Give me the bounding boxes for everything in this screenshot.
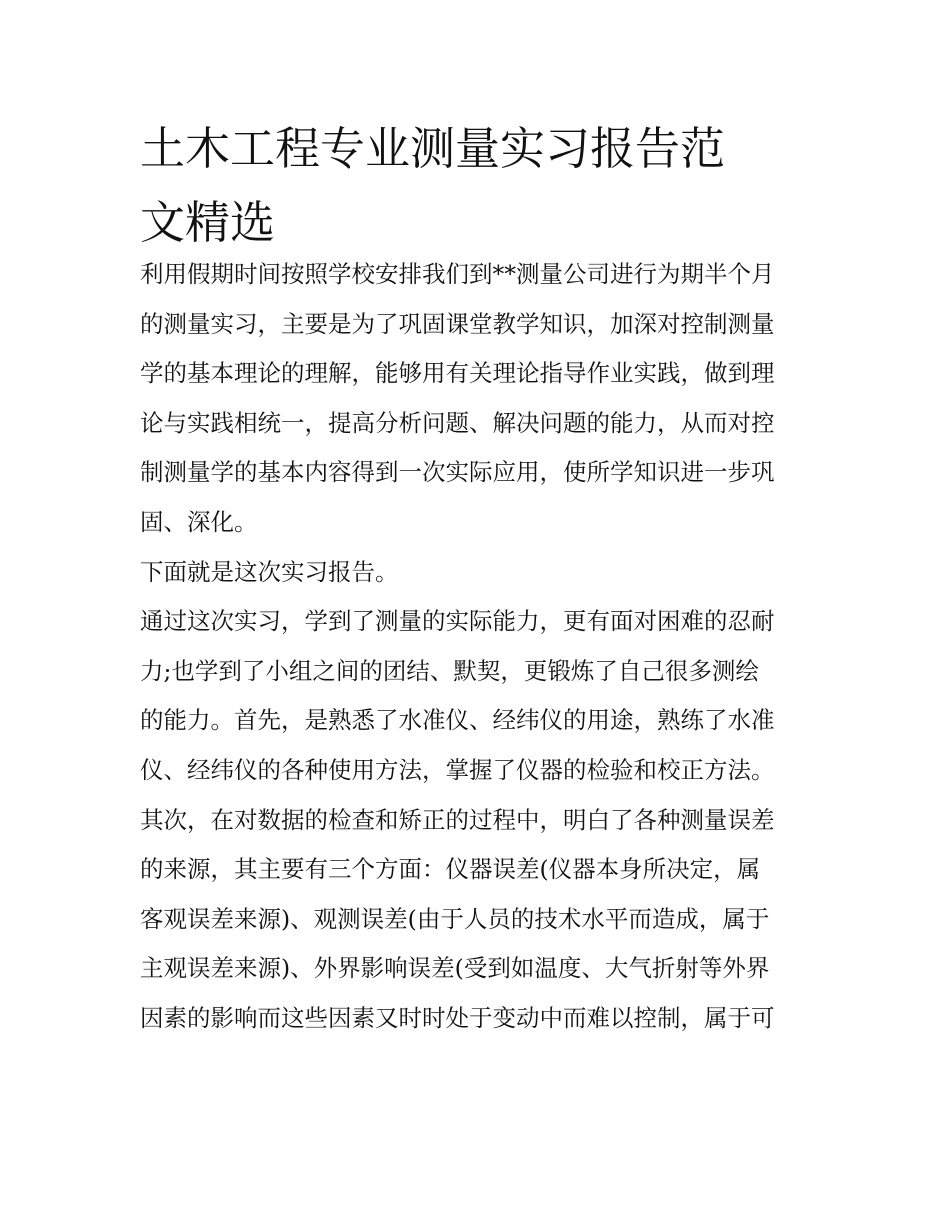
title-line-2: 文精选 — [140, 196, 276, 249]
body-line: 制测量学的基本内容得到一次实际应用，使所学知识进一步巩 — [140, 458, 775, 487]
body-line: 通过这次实习，学到了测量的实际能力，更有面对困难的忍耐 — [140, 607, 775, 636]
body-line: 的能力。首先，是熟悉了水准仪、经纬仪的用途，熟练了水准 — [140, 706, 775, 735]
title-line-1: 土木工程专业测量实习报告范 — [140, 122, 726, 175]
body-line: 论与实践相统一，提高分析问题、解决问题的能力，从而对控 — [140, 408, 775, 437]
body-line: 的来源，其主要有三个方面：仪器误差(仪器本身所决定，属 — [140, 855, 761, 884]
body-line: 主观误差来源)、外界影响误差(受到如温度、大气折射等外界 — [140, 954, 770, 983]
document-body — [140, 250, 820, 1044]
body-line: 学的基本理论的理解，能够用有关理论指导作业实践，做到理 — [140, 359, 775, 388]
body-line: 力;也学到了小组之间的团结、默契，更锻炼了自己很多测绘 — [140, 656, 759, 685]
body-line: 利用假期时间按照学校安排我们到**测量公司进行为期半个月 — [140, 260, 775, 288]
body-line: 因素的影响而这些因素又时时处于变动中而难以控制，属于可 — [140, 1003, 775, 1032]
body-line: 的测量实习，主要是为了巩固课堂教学知识，加深对控制测量 — [140, 309, 775, 338]
body-line: 仪、经纬仪的各种使用方法，掌握了仪器的检验和校正方法。 — [140, 755, 775, 784]
body-line: 下面就是这次实习报告。 — [140, 557, 399, 586]
body-line: 固、深化。 — [140, 507, 258, 536]
body-line: 客观误差来源)、观测误差(由于人员的技术水平而造成，属于 — [140, 904, 770, 933]
document-title — [140, 112, 820, 260]
body-line: 其次，在对数据的检查和矫正的过程中，明白了各种测量误差 — [140, 805, 775, 834]
